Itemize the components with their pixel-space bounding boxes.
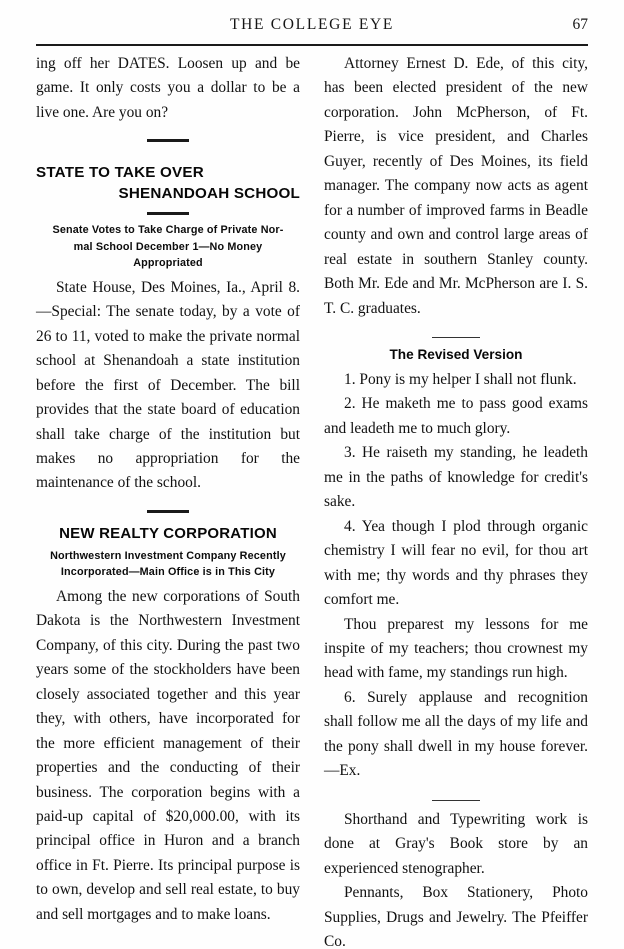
article-body-continued: Attorney Ernest D. Ede, of this city, has been elected president of the new corporation. John McPherson, of Ft. Pierre, is vice president, and Charles Guyer, recently of Des Moines, its field manager. The company now acts as agent for a number of improved farms in Beadle county and own and control large areas of real estate in southern Stanley county. Both Mr. Ede and Mr. McPherson are I. S. T. C. graduates.: [324, 55, 588, 317]
right-column: [324, 52, 588, 949]
spacer: [324, 784, 588, 797]
spacer: [36, 513, 300, 524]
left-column: [36, 52, 300, 949]
verse-item: 4. Yea though I plod through organic chemistry I will fear no evil, for thou art with me; thy words and thy phrases they comfort me.: [324, 517, 588, 609]
verse-item: 2. He maketh me to pass good exams and leadeth me to much glory.: [324, 395, 588, 437]
subhead-line-2: mal School December 1—No Money: [73, 240, 263, 253]
headline-line-2: SHENANDOAH SCHOOL: [118, 185, 300, 203]
page-title: THE COLLEGE EYE: [229, 16, 395, 33]
verse-item: 6. Surely applause and recognition shall follow me all the days of my life and the pony shall dwell in my house forever.—Ex.: [324, 688, 588, 780]
advertisement-item: Shorthand and Typewriting work is done at Gray's Book store by an experienced stenographer.: [324, 810, 588, 877]
spacer: [324, 801, 588, 808]
spacer: [36, 125, 300, 138]
verse-item: 1. Pony is my helper I shall not flunk.: [344, 370, 577, 388]
spacer: [36, 142, 300, 153]
article-headline-new-realty-corporation: NEW REALTY CORPORATION: [59, 524, 277, 542]
advertisement-item: Pennants, Box Stationery, Photo Supplies, Drugs and Jewelry. The Pfeiffer Co.: [324, 884, 588, 949]
article-headline-state-to-take-over: [36, 162, 300, 204]
subhead-line-3: Appropriated: [133, 257, 203, 270]
spacer: [324, 338, 588, 345]
article-subhead-2: [36, 548, 300, 581]
spacer: [324, 321, 588, 334]
subhead-line-1: Senate Votes to Take Charge of Private Nor-: [52, 224, 284, 237]
two-column-layout: [36, 52, 588, 949]
verse-item: 3. He raiseth my standing, he leadeth me in the paths of knowledge for credit's sake.: [324, 444, 588, 511]
subhead-line-2: Incorporated—Main Office is in This City: [60, 566, 276, 579]
running-head: [36, 16, 588, 40]
divider-rule-icon: [147, 139, 189, 142]
headline-line-1: STATE TO TAKE OVER: [36, 164, 204, 182]
page-number: 67: [572, 16, 588, 33]
article-headline-the-revised-version: The Revised Version: [389, 346, 523, 362]
spacer: [36, 204, 300, 211]
header-divider-rule: [36, 44, 588, 46]
subhead-line-1: Northwestern Investment Company Recently: [50, 549, 286, 562]
article-body-state-to-take-over: State House, Des Moines, Ia., April 8.—Special: The senate today, by a vote of 26 to 11, voted to make the private normal school at Shenandoah a state institution before the first of December. The bill provides that the state board of education shall take charge of the institution but makes no appropriation for the maintenance of the school.: [36, 278, 300, 492]
spacer: [36, 215, 300, 222]
verse-item: Thou preparest my lessons for me inspite of my teachers; thou crownest my head with fame, my standings run high.: [324, 615, 588, 682]
divider-rule-icon: [432, 800, 480, 801]
divider-rule-icon: [147, 212, 189, 215]
divider-rule-icon: [432, 337, 480, 338]
divider-rule-icon: [147, 510, 189, 513]
continued-paragraph: ing off her DATES. Loosen up and be game. It only costs you a dollar to be a live one. Are you on?: [36, 55, 300, 121]
article-subhead-1: [36, 222, 300, 272]
spacer: [36, 496, 300, 509]
article-body-new-realty-corporation: Among the new corporations of South Dakota is the Northwestern Investment Company, of this city. During the past two years some of the stockholders have been closely associated together and this year they, with others, have incorporated for the more efficient management of their properties and the conducting of their business. The corporation begins with a paid-up capital of $20,000.00, with its principal office in Huron and a branch office in Ft. Pierre. Its principal purpose is to own, develop and sell real estate, to buy and sell mortgages and to make loans.: [36, 587, 300, 923]
